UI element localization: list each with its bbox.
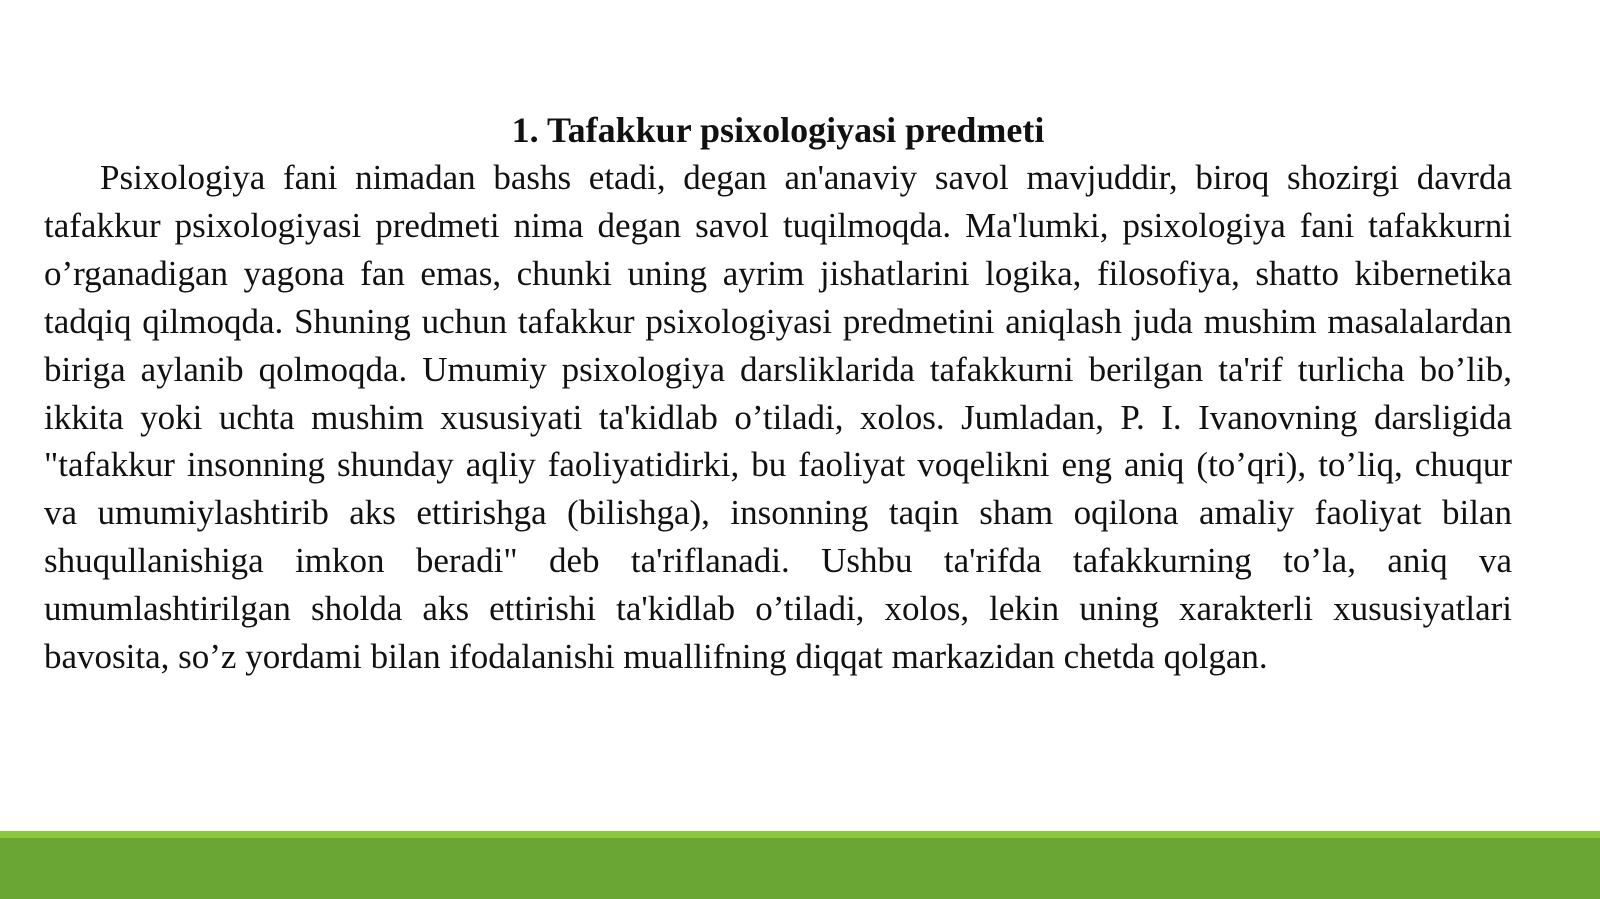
slide-body-text: Psixologiya fani nimadan bashs etadi, degan an'anaviy savol mavjuddir, biroq shozirgi davrda tafakkur psixologiyasi predmeti nima degan savol tuqilmoqda. Ma'lumki, psixologiya fani tafakkurni o’rganadigan yagona fan emas, chunki uning ayrim jishatlarini logika, filosofiya, shatto kibernetika tadqiq qilmoqda. Shuning uchun tafakkur psixologiyasi predmetini aniqlash juda mushim masalalardan biriga aylanib qolmoqda. Umumiy psixologiya darsliklarida tafakkurni berilgan ta'rif turlicha bo’lib, ikkita yoki uchta mushim xususiyati ta'kidlab o’tiladi, xolos. Jumladan, P. I. Ivanovning darsligida "tafakkur insonning shunday aqliy faoliyatidirki, bu faoliyat voqelikni eng aniq (to’qri), to’liq, chuqur va umumiylashtirib aks ettirishga (bilishga), insonning taqin sham oqilona amaliy faoliyat bilan shuqullanishiga imkon beradi" deb ta'riflanadi. Ushbu ta'rifda tafakkurning to’la, aniq va umumlashtirilgan sholda aks ettirishi ta'kidlab o’tiladi, xolos, lekin uning xarakterli xususiyatlari bavosita, so’z yordami bilan ifodalanishi muallifning diqqat markazidan chetda qolgan. <box>44 158 1512 677</box>
slide-title: 1. Tafakkur psixologiyasi predmeti <box>511 110 1045 150</box>
slide-content <box>44 106 1512 681</box>
footer-decorative-band <box>0 831 1600 899</box>
footer-band-highlight <box>0 831 1600 838</box>
